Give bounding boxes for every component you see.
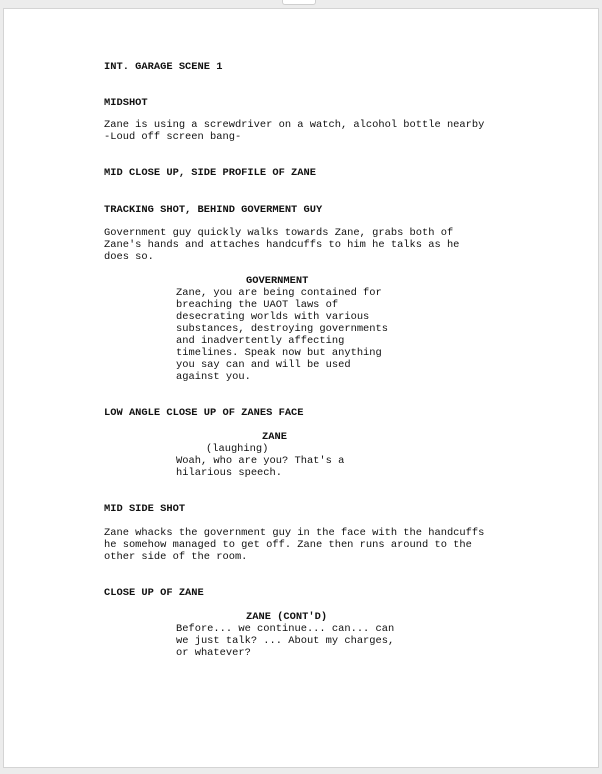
dialogue-line: Before... we continue... can... can — [176, 623, 395, 635]
dialogue-line: you say can and will be used — [176, 359, 351, 371]
dialogue-line: desecrating worlds with various — [176, 311, 370, 323]
scene-heading: INT. GARAGE SCENE 1 — [104, 61, 223, 73]
action-line: -Loud off screen bang- — [104, 131, 242, 143]
shot-tracking: TRACKING SHOT, BEHIND GOVERMENT GUY — [104, 204, 323, 216]
dialogue-line: substances, destroying governments — [176, 323, 389, 335]
action-line: Zane whacks the government guy in the face with the handcuffs — [104, 527, 485, 539]
dialogue-line: and inadvertently affecting — [176, 335, 345, 347]
shot-mid-side: MID SIDE SHOT — [104, 503, 186, 515]
dialogue-line: breaching the UAOT laws of — [176, 299, 339, 311]
dialogue-line: against you. — [176, 371, 251, 383]
parenthetical: (laughing) — [206, 443, 269, 455]
action-line: Zane's hands and attaches handcuffs to him he talks as he — [104, 239, 460, 251]
dialogue-line: or whatever? — [176, 647, 251, 659]
action-line: does so. — [104, 251, 154, 263]
shot-close-up: CLOSE UP OF ZANE — [104, 587, 204, 599]
dialogue-line: hilarious speech. — [176, 467, 283, 479]
shot-midshot: MIDSHOT — [104, 97, 148, 109]
page-tab-handle[interactable] — [282, 0, 316, 5]
action-line: other side of the room. — [104, 551, 248, 563]
character-name: GOVERNMENT — [246, 275, 309, 287]
dialogue-line: we just talk? ... About my charges, — [176, 635, 395, 647]
dialogue-line: timelines. Speak now but anything — [176, 347, 382, 359]
character-name: ZANE (CONT'D) — [246, 611, 328, 623]
dialogue-line: Woah, who are you? That's a — [176, 455, 345, 467]
dialogue-line: Zane, you are being contained for — [176, 287, 382, 299]
action-line: Zane is using a screwdriver on a watch, alcohol bottle nearby — [104, 119, 485, 131]
character-name: ZANE — [262, 431, 287, 443]
script-page — [3, 8, 599, 768]
action-line: Government guy quickly walks towards Zane, grabs both of — [104, 227, 454, 239]
shot-mid-close-up: MID CLOSE UP, SIDE PROFILE OF ZANE — [104, 167, 317, 179]
action-line: he somehow managed to get off. Zane then runs around to the — [104, 539, 472, 551]
shot-low-angle: LOW ANGLE CLOSE UP OF ZANES FACE — [104, 407, 304, 419]
